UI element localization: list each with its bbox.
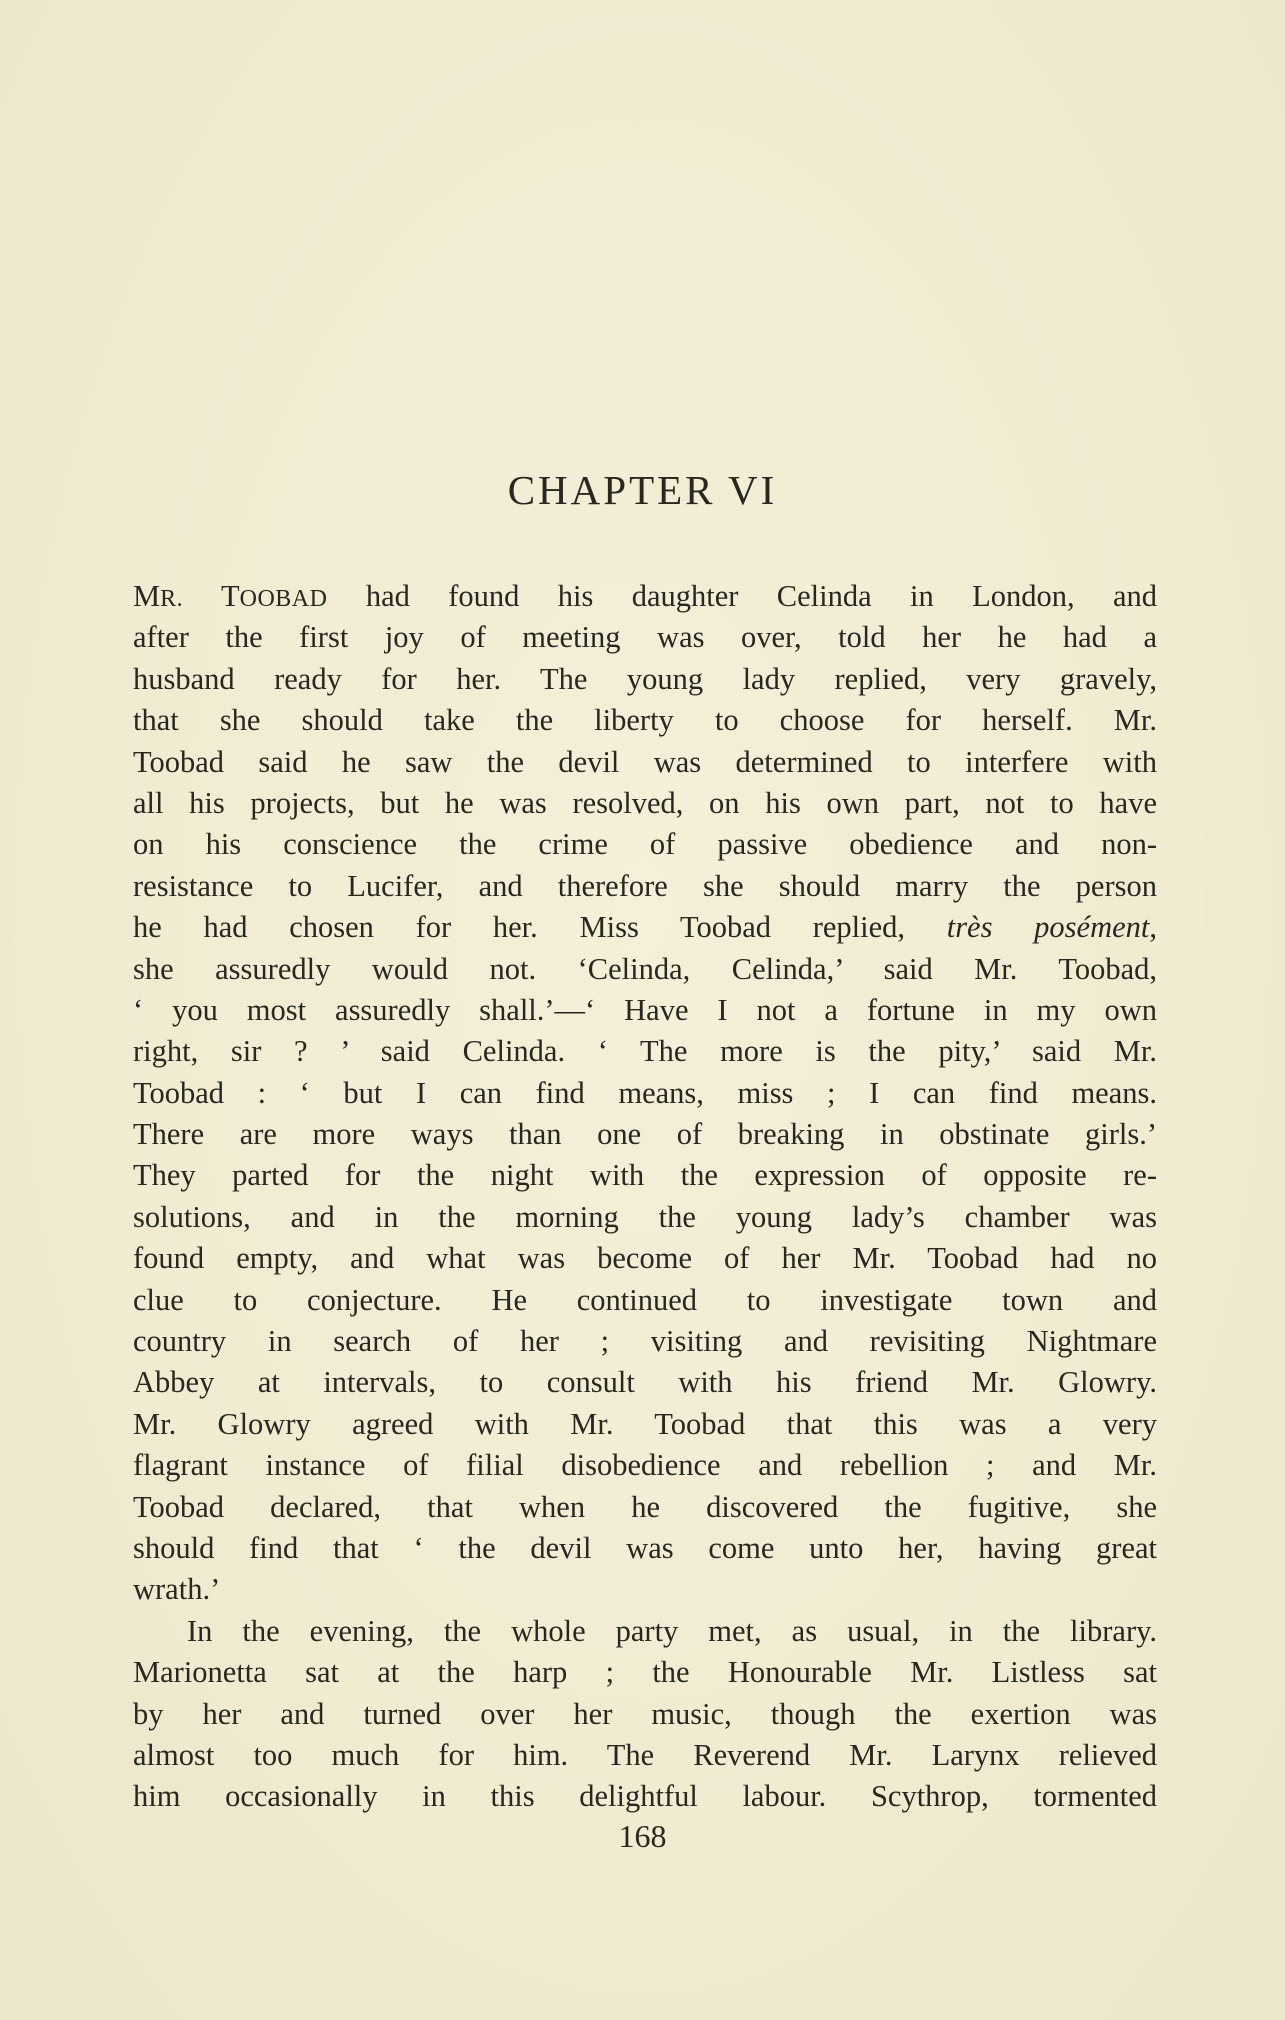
small-caps-initial: M — [133, 579, 161, 613]
text-line: Abbey at intervals, to consult with his friend Mr. Glowry. — [133, 1365, 1157, 1400]
text-line: by her and turned over her music, though the exertion was — [133, 1696, 1157, 1731]
text-line — [133, 907, 1157, 948]
text-line-rest: had found his daughter Celinda in London, and — [327, 579, 1157, 613]
text-segment: , — [1149, 910, 1157, 945]
text-line: right, sir ? ’ said Celinda. ‘ The more is the pity,’ said Mr. — [133, 1034, 1157, 1069]
text-line: There are more ways than one of breaking in obstinate girls.’ — [133, 1117, 1157, 1152]
small-caps-text: R. — [160, 586, 184, 612]
text-line: she assuredly would not. ‘Celinda, Celinda,’ said Mr. Toobad, — [133, 951, 1157, 986]
text-line: ‘ you most assuredly shall.’—‘ Have I not a fortune in my own — [133, 992, 1157, 1027]
body-text — [133, 576, 1157, 1818]
text-line: Toobad said he saw the devil was determined to interfere with — [133, 744, 1157, 779]
text-line: all his projects, but he was resolved, on his own part, not to have — [133, 785, 1157, 820]
text-line: him occasionally in this delightful labour. Scythrop, tormented — [133, 1779, 1157, 1814]
text-line: They parted for the night with the expression of opposite re- — [133, 1158, 1157, 1193]
text-line: resistance to Lucifer, and therefore she should marry the person — [133, 868, 1157, 903]
text-line: wrath.’ — [133, 1572, 221, 1607]
text-line — [133, 576, 1157, 617]
text-line: Marionetta sat at the harp ; the Honourable Mr. Listless sat — [133, 1655, 1157, 1690]
text-line: flagrant instance of filial disobedience and rebellion ; and Mr. — [133, 1448, 1157, 1483]
text-line: In the evening, the whole party met, as usual, in the library. — [187, 1613, 1157, 1648]
text-line: solutions, and in the morning the young lady’s chamber was — [133, 1199, 1157, 1234]
text-line: clue to conjecture. He continued to investigate town and — [133, 1282, 1157, 1317]
text-line: found empty, and what was become of her Mr. Toobad had no — [133, 1241, 1157, 1276]
chapter-heading: CHAPTER VI — [507, 467, 778, 513]
text-line: after the first joy of meeting was over, told her he had a — [133, 620, 1157, 655]
small-caps-initial: T — [220, 579, 240, 613]
italic-phrase: très posément — [946, 910, 1150, 945]
text-line: husband ready for her. The young lady replied, very gravely, — [133, 661, 1157, 696]
text-segment: he had chosen for her. Miss Toobad replied, — [133, 910, 947, 945]
page-number: 168 — [618, 1818, 667, 1854]
text-line: almost too much for him. The Reverend Mr. Larynx relieved — [133, 1737, 1157, 1772]
text-line: Mr. Glowry agreed with Mr. Toobad that this was a very — [133, 1406, 1157, 1441]
text-line: Toobad declared, that when he discovered the fugitive, she — [133, 1489, 1157, 1524]
text-line: that she should take the liberty to choose for herself. Mr. — [133, 703, 1157, 738]
text-line: Toobad : ‘ but I can find means, miss ; I can find means. — [133, 1075, 1157, 1110]
small-caps-text: OOBAD — [239, 586, 328, 612]
text-line: should find that ‘ the devil was come unto her, having great — [133, 1530, 1157, 1565]
text-line: on his conscience the crime of passive obedience and non- — [133, 827, 1157, 862]
text-line: country in search of her ; visiting and revisiting Nightmare — [133, 1324, 1157, 1359]
